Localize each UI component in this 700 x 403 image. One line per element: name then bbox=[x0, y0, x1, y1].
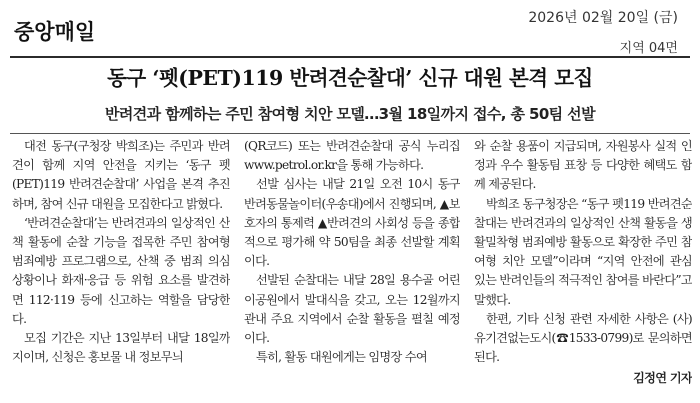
article-column-2 bbox=[244, 137, 460, 397]
article-subheadline: 반려견과 함께하는 주민 참여형 치안 모델…3월 18일까지 접수, 총 50팀 선발 bbox=[105, 105, 595, 123]
masthead-divider bbox=[10, 56, 690, 58]
article-paragraph: 모집 기간은 지난 13일부터 내달 18일까지이며, 신청은 홍보물 내 정보무늬 bbox=[12, 331, 230, 365]
article-paragraph: 와 순찰 용품이 지급되며, 자원봉사 실적 인정과 우수 활동팀 표창 등 다양한 혜택도 함께 제공된다. bbox=[474, 139, 692, 192]
article-column-3 bbox=[474, 137, 692, 397]
article-paragraph: 박희조 동구청장은 “동구 펫119 반려견순찰대는 반려견과의 일상적인 산책 활동을 생활밀착형 범죄예방 활동으로 확장한 주민 참여형 치안 모델”이라며 “지역 안전에 관심 있는 반려인들의 적극적인 참여를 바란다”고 말했다. bbox=[474, 196, 692, 307]
article-paragraph: 특히, 활동 대원에게는 임명장 수여 bbox=[256, 350, 427, 365]
article-headline: 동구 ‘펫(PET)119 반려견순찰대’ 신규 대원 본격 모집 bbox=[107, 66, 593, 90]
article-paragraph: 대전 동구(구청장 박희조)는 주민과 반려견이 함께 지역 안전을 지키는 ‘동구 펫(PET)119 반려견순찰대’ 사업을 본격 추진하며, 참여 신규 대원을 모집한다고 밝혔다. bbox=[12, 139, 230, 211]
newspaper-name: 중앙매일 bbox=[14, 20, 96, 44]
section-page-label: 지역 04면 bbox=[619, 41, 678, 56]
article-paragraph: ‘반려견순찰대’는 반려견과의 일상적인 산책 활동에 순찰 기능을 접목한 주민 참여형 범죄예방 프로그램으로, 산책 중 범죄 의심 상황이나 화재·응급 등 위험 요소를 발견하면 112·119 등에 신고하는 역할을 담당한다. bbox=[12, 215, 230, 326]
article-paragraph: 한편, 기타 신청 관련 자세한 사항은 (사)유기견없는도시(☎1533-0799)로 문의하면 된다. bbox=[474, 311, 692, 365]
publication-date: 2026년 02월 20일 (금) bbox=[528, 10, 678, 26]
article-paragraph: (QR코드) 또는 반려견순찰대 공식 누리집www.petrol.or.kr을 통해 가능하다. bbox=[244, 139, 460, 173]
article-paragraph: 선발 심사는 내달 21일 오전 10시 동구 반려동물놀이터(우송대)에서 진행되며, ▲보호자의 통제력 ▲반려견의 사회성 등을 종합적으로 평가해 약 50팀을 최종 선발할 계획이다. bbox=[244, 177, 460, 269]
article-column-1 bbox=[12, 137, 230, 397]
subheadline-divider bbox=[10, 133, 690, 134]
article-byline: 김정연 기자 bbox=[633, 371, 692, 386]
article-paragraph: 선발된 순찰대는 내달 28일 용수골 어린이공원에서 발대식을 갖고, 오는 12월까지 관내 주요 지역에서 순찰 활동을 펼칠 예정이다. bbox=[244, 273, 460, 346]
masthead bbox=[0, 0, 700, 56]
